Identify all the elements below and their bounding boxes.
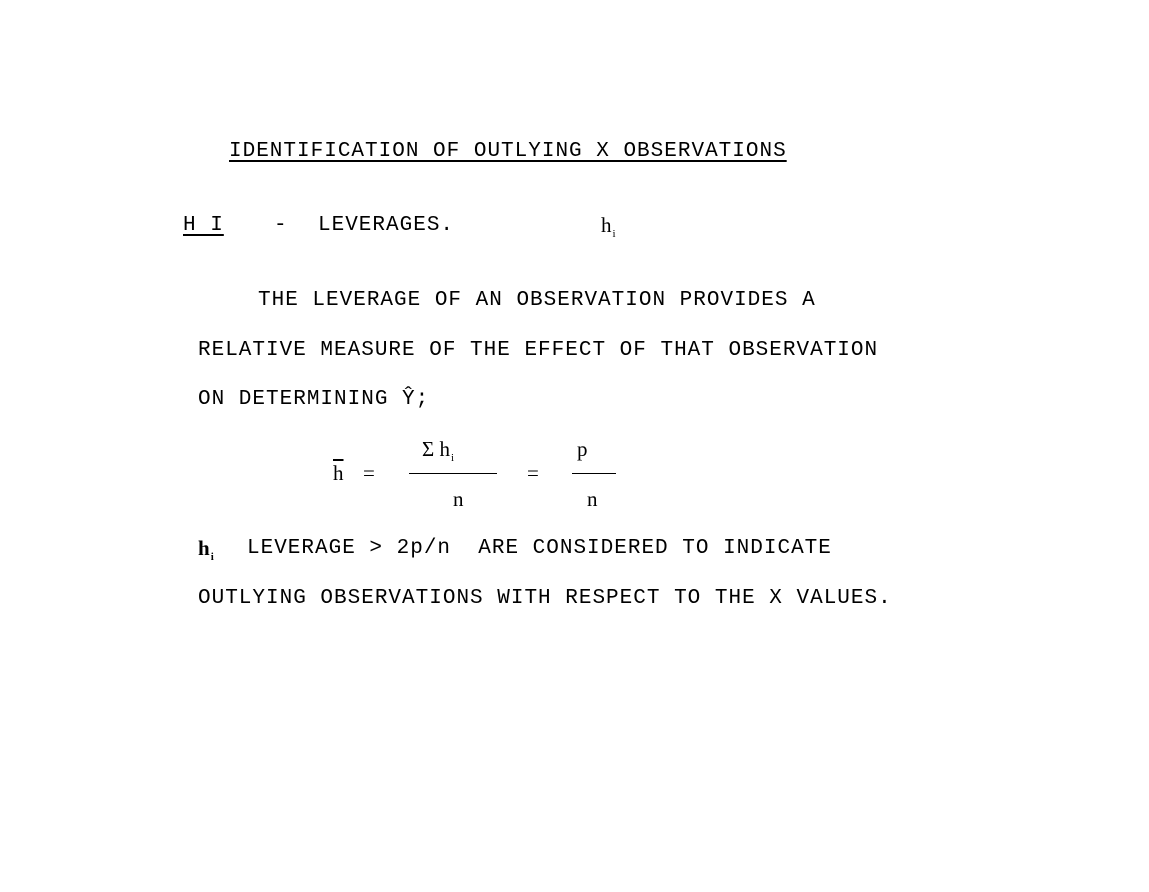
rule-symbol-h: h (198, 536, 210, 560)
formula-denominator-2: n (587, 487, 598, 511)
leverage-symbol (601, 213, 616, 240)
formula-denominator-1: n (453, 487, 464, 511)
rule-symbol-sub: i (210, 551, 214, 563)
section-dash: - (274, 214, 288, 237)
formula-h-bar: $\overline{h}$ (333, 461, 344, 485)
rule-line-1: LEVERAGE > 2p/n ARE CONSIDERED TO INDICATE (247, 537, 832, 560)
rule-symbol (198, 536, 214, 563)
page-title: IDENTIFICATION OF OUTLYING X OBSERVATIONS (229, 140, 787, 163)
formula-equals-1: = (363, 461, 375, 485)
section-tag (183, 215, 224, 236)
paragraph-line-3: ON DETERMINING Ŷ; (198, 388, 430, 411)
formula-equals-2: = (527, 461, 539, 485)
fraction-bar-2 (572, 473, 616, 474)
section-label: LEVERAGES. (318, 214, 455, 237)
leverage-symbol-h: h (601, 213, 612, 237)
paragraph-line-2: RELATIVE MEASURE OF THE EFFECT OF THAT OBSERVATION (198, 339, 879, 362)
formula-numerator-1-sub: i (450, 452, 455, 464)
formula-numerator-1-text: Σ h (422, 437, 450, 461)
rule-line-2: OUTLYING OBSERVATIONS WITH RESPECT TO THE X VALUES. (198, 587, 892, 610)
fraction-bar-1 (409, 473, 497, 474)
formula-numerator-1 (422, 437, 455, 464)
formula-numerator-2: p (577, 437, 588, 461)
section-tag-text: H I (183, 214, 224, 237)
paragraph-line-1: THE LEVERAGE OF AN OBSERVATION PROVIDES A (258, 289, 816, 312)
leverage-symbol-sub: i (612, 228, 616, 240)
